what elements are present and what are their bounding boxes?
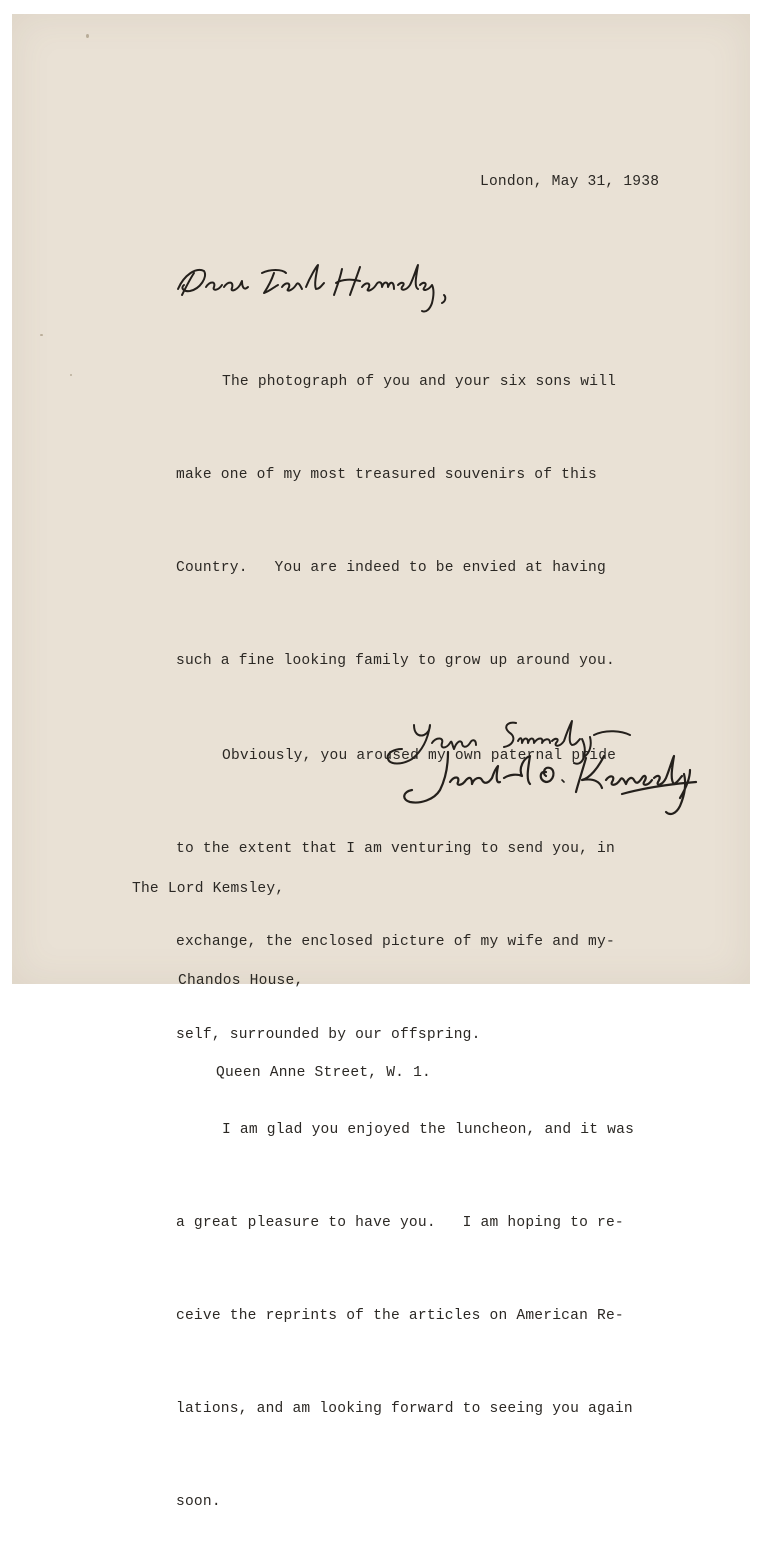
paper-speck <box>70 374 72 376</box>
handwritten-signature <box>400 748 700 818</box>
letter-body-line: self, surrounded by our offspring. <box>176 1027 481 1043</box>
letter-body-line: to the extent that I am venturing to send you, in <box>176 841 615 857</box>
letter-body-line: soon. <box>176 1494 221 1510</box>
letter-body-line: exchange, the enclosed picture of my wife and my- <box>176 934 615 950</box>
address-line: Chandos House, <box>178 973 304 989</box>
letter-body-line: such a fine looking family to grow up around you. <box>176 653 615 669</box>
letter-body-line: The photograph of you and your six sons will <box>222 374 617 390</box>
letter-body-line: Country. You are indeed to be envied at having <box>176 560 606 576</box>
address-line: Queen Anne Street, W. 1. <box>216 1065 431 1081</box>
letter-body-line: make one of my most treasured souvenirs of this <box>176 467 598 483</box>
recipient-address <box>132 812 431 1119</box>
letter-body-line: Obviously, you aroused my own paternal pride <box>222 748 617 764</box>
paper-speck <box>40 334 43 336</box>
letter-date: London, May 31, 1938 <box>480 174 660 190</box>
letter-body-line: ceive the reprints of the articles on American Re- <box>176 1308 624 1324</box>
address-line: The Lord Kemsley, <box>132 881 285 897</box>
letter-body-line: a great pleasure to have you. I am hoping to re- <box>176 1215 624 1231</box>
paper-speck <box>86 34 89 38</box>
letter-body-line: lations, and am looking forward to seeing you again <box>176 1401 633 1417</box>
letter-body-line: I am glad you enjoyed the luncheon, and it was <box>222 1122 635 1138</box>
